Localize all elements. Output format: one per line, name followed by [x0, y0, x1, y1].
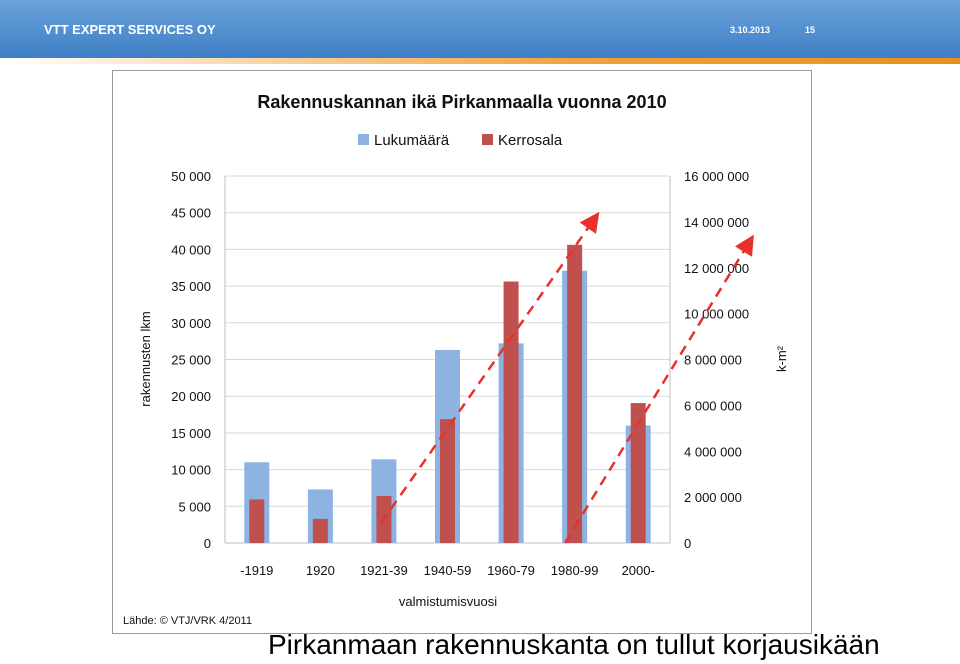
y2-tick-label: 2 000 000 [684, 490, 742, 506]
x-tick-label: 1940-59 [423, 563, 472, 578]
x-axis-title: valmistumisvuosi [398, 594, 498, 609]
slide-caption: Pirkanmaan rakennuskanta on tullut korjausikään [268, 629, 880, 660]
legend-swatch-kerrosala [482, 134, 493, 145]
y2-tick-label: 14 000 000 [684, 214, 750, 230]
bar-kerrosala [567, 245, 582, 543]
y2-tick-label: 10 000 000 [684, 306, 750, 322]
y2-tick-label: 0 [684, 536, 692, 551]
company-name: VTT EXPERT SERVICES OY [44, 22, 216, 37]
y2-tick-label: 8 000 000 [684, 352, 742, 368]
y-tick-label: 5 000 [178, 499, 211, 515]
chart-title: Rakennuskannan ikä Pirkanmaalla vuonna 2010 [257, 92, 667, 112]
source-note: Lähde: © VTJ/VRK 4/2011 [123, 615, 252, 627]
y2-tick-label: 12 000 000 [684, 260, 750, 276]
y2-tick-label: 16 000 000 [684, 169, 750, 184]
x-tick-label: 1921-39 [360, 563, 408, 578]
x-tick-label: 1980-99 [550, 563, 599, 578]
y-tick-label: 25 000 [171, 352, 211, 368]
bar-kerrosala [504, 282, 519, 543]
page-number: 15 [805, 25, 816, 35]
y2-axis-title: k-m² [774, 346, 789, 372]
legend-swatch-lukumaara [358, 134, 369, 145]
y-tick-label: 45 000 [171, 205, 211, 221]
y-tick-label: 30 000 [171, 315, 211, 331]
y2-tick-label: 6 000 000 [684, 398, 742, 414]
y-tick-label: 20 000 [171, 389, 211, 405]
slide-date: 3.10.2013 [730, 25, 771, 35]
bar-kerrosala [313, 519, 328, 543]
chart-frame [112, 70, 812, 634]
y-tick-label: 15 000 [171, 425, 211, 441]
y-axis-title: rakennusten lkm [138, 311, 153, 407]
legend-label-lukumaara: Lukumäärä [374, 132, 450, 149]
x-tick-label: 2000- [621, 563, 655, 578]
y2-tick-label: 4 000 000 [684, 444, 742, 460]
x-tick-label: -1919 [240, 563, 274, 578]
y-tick-label: 10 000 [171, 462, 211, 478]
y-tick-label: 0 [203, 536, 211, 551]
header-stripe [0, 58, 960, 64]
legend-label-kerrosala: Kerrosala [498, 132, 563, 149]
y-tick-label: 40 000 [171, 242, 211, 258]
x-tick-label: 1960-79 [487, 563, 535, 578]
building-age-chart [113, 71, 811, 633]
bar-kerrosala [249, 499, 264, 543]
y-tick-label: 35 000 [171, 279, 211, 295]
y-tick-label: 50 000 [171, 169, 211, 184]
x-tick-label: 1920 [305, 563, 335, 578]
